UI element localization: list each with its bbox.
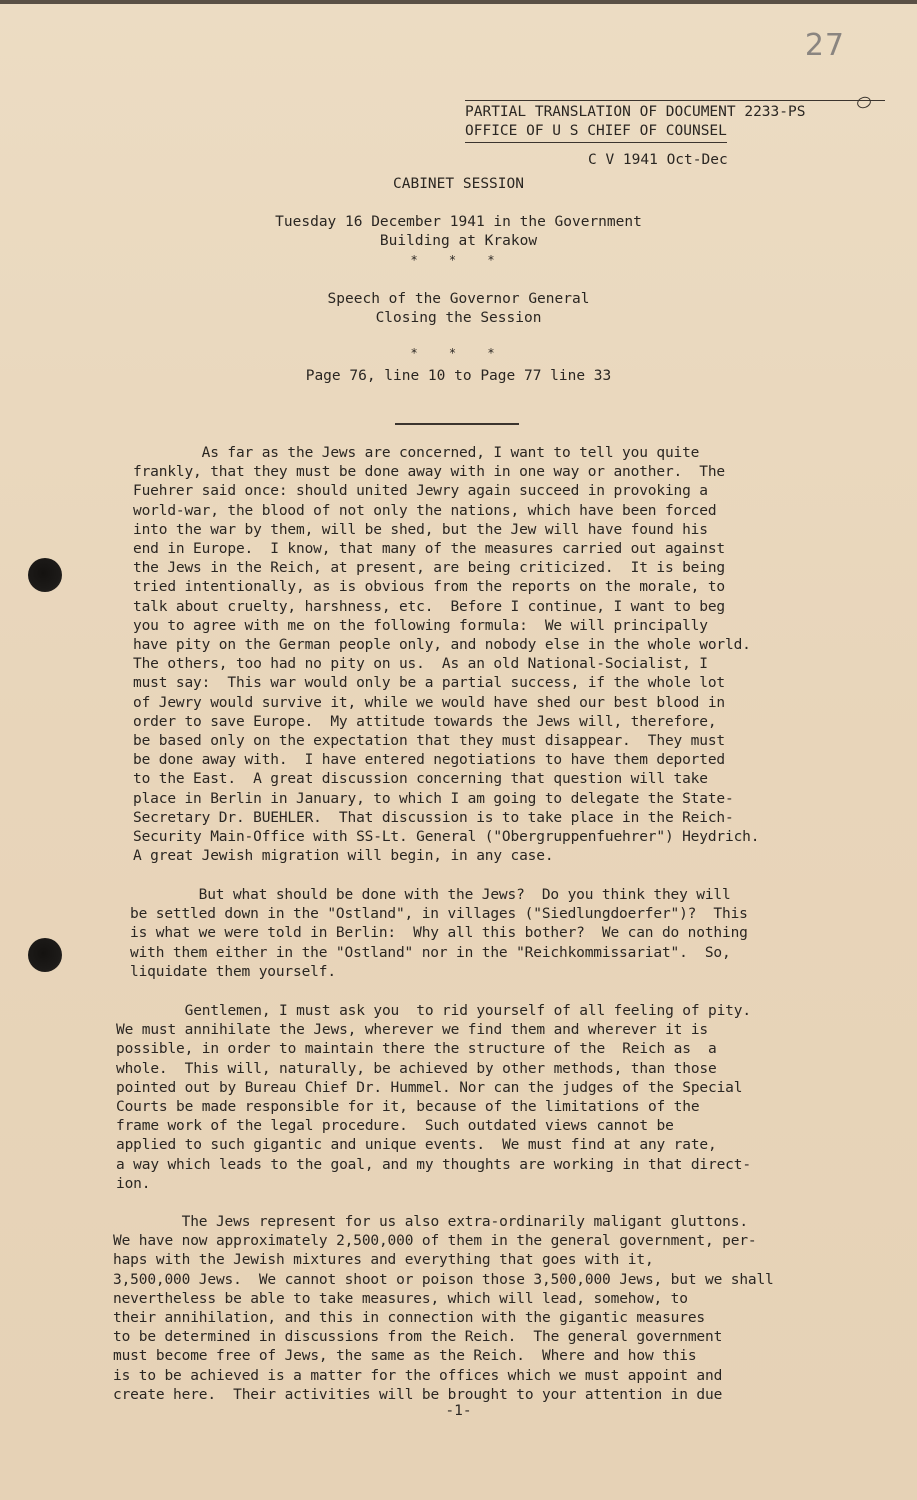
speech-line-1: Speech of the Governor General (327, 291, 590, 307)
page-reference: Page 76, line 10 to Page 77 line 33 (305, 368, 612, 384)
date-line-2: Building at Krakow (379, 233, 538, 249)
page-footer-number: -1- (445, 1403, 472, 1419)
header-top-rule (465, 100, 885, 101)
section-divider (395, 423, 519, 425)
punch-hole-top (28, 558, 62, 592)
header-translation-title: PARTIAL TRANSLATION OF DOCUMENT 2233-PS (465, 104, 806, 120)
paragraph-3: Gentlemen, I must ask you to rid yourself of all feeling of pity. We must annihilate the Jews, wherever we find them and wherever it is possible, in order to maintain there the structure of the Reich as a whole. This will, naturally, be achieved by other methods, than those pointed out by Bureau Chief Dr. Hummel. Nor can the judges of the Special Courts be made responsible for it, because of the limitations of the frame work of the legal procedure. Such outdated views cannot be applied to such gigantic and unique events. We must find at any rate, a way which leads to the goal, and my thoughts are working in that direct- ion. (116, 1003, 751, 1192)
top-edge-line (0, 0, 917, 4)
document-header (465, 100, 885, 143)
session-title: CABINET SESSION (393, 176, 524, 192)
paragraph-2: But what should be done with the Jews? Do you think they will be settled down in the "Ostland", in villages ("Siedlungdoerfer")? This is what we were told in Berlin: Why all this bother? We can do nothing with them either in the "Ostland" nor in the "Reichkommissariat". So, liquidate them yourself. (130, 887, 748, 980)
separator-stars-1: * * * (410, 253, 507, 267)
speech-line-2: Closing the Session (375, 310, 542, 326)
handwritten-page-number: 27 (804, 28, 845, 63)
paragraph-4: The Jews represent for us also extra-ordinarily maligant gluttons. We have now approximately 2,500,000 of them in the general government, per- haps with the Jewish mixtures and everything that goes with it, 3,500,000 Jews. We cannot shoot or poison those 3,500,000 Jews, but we shall nevertheless be able to take measures, which will lead, somehow, to their annihilation, and this in connection with the gigantic measures to be determined in discussions from the Reich. The general government must become free of Jews, the same as the Reich. Where and how this is to be achieved is a matter for the offices which we must appoint and create here. Their activities will be brought to your attention in due (113, 1214, 774, 1403)
cv-reference: C V 1941 Oct-Dec (588, 152, 728, 168)
paragraph-1: As far as the Jews are concerned, I want to tell you quite frankly, that they must be done away with in one way or another. The Fuehrer said once: should united Jewry again succeed in provoking a world-war, the blood of not only the nations, which have been forced into the war by them, will be shed, but the Jew will have found his end in Europe. I know, that many of the measures carried out against the Jews in the Reich, at present, are being criticized. It is being tried intentionally, as is obvious from the reports on the morale, to talk about cruelty, harshness, etc. Before I continue, I want to beg you to agree with me on the following formula: We will principally have pity on the German people only, and nobody else in the whole world. The others, too had no pity on us. As an old National-Socialist, I must say: This war would only be a partial success, if the whole lot of Jewry would survive it, while we would have shed our best blood in order to save Europe. My attitude towards the Jews will, therefore, be based only on the expectation that they must disappear. They must be done away with. I have entered negotiations to have them deported to the East. A great discussion concerning that question will take place in Berlin in January, to which I am going to delegate the State- Secretary Dr. BUEHLER. That discussion is to take place in the Reich- Security Main-Office with SS-Lt. General ("Obergruppenfuehrer") Heydrich. A great Jewish migration will begin, in any case. (133, 445, 760, 865)
punch-hole-bottom (28, 938, 62, 972)
separator-stars-2: * * * (410, 346, 507, 360)
date-line-1: Tuesday 16 December 1941 in the Government (275, 214, 642, 230)
header-office: OFFICE OF U S CHIEF OF COUNSEL (465, 122, 727, 143)
